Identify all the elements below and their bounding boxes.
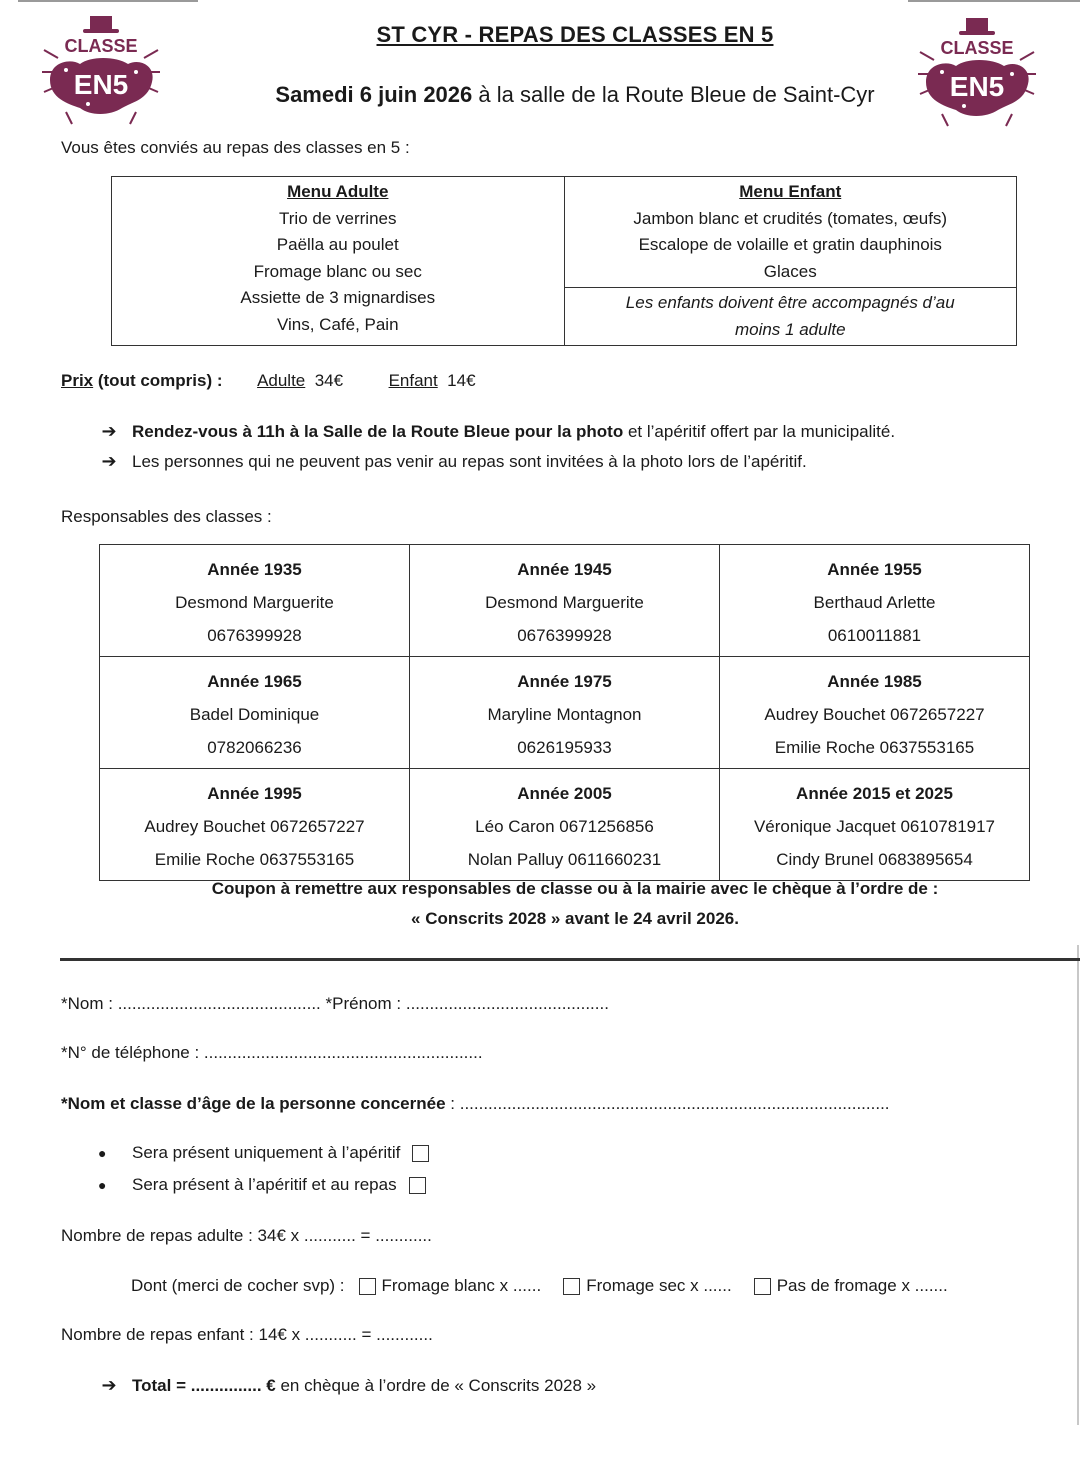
coupon-deadline: « Conscrits 2028 » avant le 24 avril 2026. <box>411 909 739 928</box>
child-menu-note <box>564 288 1017 346</box>
aperitif-only-checkbox[interactable] <box>412 1145 429 1162</box>
total-payee-text: en chèque à l’ordre de « Conscrits 2028 » <box>275 1375 597 1395</box>
contact-line: Léo Caron 0671256856 <box>475 817 654 836</box>
attendance-option <box>98 1143 429 1163</box>
svg-text:CLASSE: CLASSE <box>940 38 1014 58</box>
contact-line: Desmond Marguerite <box>485 593 644 612</box>
note-item <box>100 451 807 472</box>
child-menu-heading: Menu Enfant <box>739 182 842 201</box>
class-year: Année 1995 <box>207 784 302 803</box>
phone-label: *N° de téléphone : <box>61 1043 204 1062</box>
class-cell <box>410 769 720 881</box>
child-menu-item: Jambon blanc et crudités (tomates, œufs) <box>633 208 948 228</box>
price-label: Prix <box>61 371 94 390</box>
fromage-blanc-checkbox[interactable] <box>359 1278 376 1295</box>
bullet-icon: ● <box>98 1177 107 1193</box>
svg-text:CLASSE: CLASSE <box>64 36 138 56</box>
child-price: 14€ <box>447 371 476 390</box>
cut-line-divider <box>60 958 1080 961</box>
note-text: Les personnes qui ne peuvent pas venir au repas sont invitées à la photo lors de l’apéritif. <box>132 451 807 471</box>
adult-price: 34€ <box>314 371 344 390</box>
adult-menu-item: Fromage blanc ou sec <box>253 261 422 281</box>
fromage-sec-checkbox[interactable] <box>563 1278 580 1295</box>
contact-line: Berthaud Arlette <box>813 593 936 612</box>
contact-line: 0626195933 <box>517 738 612 757</box>
page-title: ST CYR - REPAS DES CLASSES EN 5 <box>376 22 774 47</box>
intro-text: Vous êtes conviés au repas des classes en 5 : <box>61 138 410 157</box>
adult-price-label: Adulte <box>257 371 306 390</box>
scan-edge-top-right <box>908 0 1080 2</box>
cheese-option <box>359 1276 542 1296</box>
class-cell <box>100 545 410 657</box>
cheese-options-label: Dont (merci de cocher svp) : <box>131 1276 345 1295</box>
price-label-rest: (tout compris) : <box>93 371 223 390</box>
adult-menu-heading: Menu Adulte <box>287 182 389 201</box>
note-text: et l’apéritif offert par la municipalité. <box>623 421 896 441</box>
concerned-person-label: *Nom et classe d’âge de la personne concernée <box>61 1094 446 1113</box>
class-cell <box>410 657 720 769</box>
class-cell <box>100 769 410 881</box>
arrow-right-icon: ➔ <box>101 421 117 441</box>
total-line <box>100 1375 596 1396</box>
contact-line: Nolan Palluy 0611660231 <box>467 850 662 869</box>
child-menu-item: Escalope de volaille et gratin dauphinois <box>638 235 942 254</box>
adult-menu-cell <box>112 177 565 346</box>
child-price-label: Enfant <box>388 371 438 390</box>
price-line <box>61 371 476 391</box>
child-note-line: moins 1 adulte <box>734 319 846 339</box>
contact-line: Cindy Brunel 0683895654 <box>776 850 973 869</box>
class-year: Année 1985 <box>827 672 922 691</box>
contact-line: Audrey Bouchet 0672657227 <box>144 817 365 836</box>
event-location: à la salle de la Route Bleue de Saint-Cyr <box>472 82 875 107</box>
phone-field-row <box>61 1043 483 1063</box>
note-item <box>100 421 895 442</box>
nom-label: *Nom : <box>61 994 118 1013</box>
class-cell <box>720 769 1030 881</box>
attendance-label: Sera présent à l’apéritif et au repas <box>132 1175 397 1194</box>
scan-edge-top-left <box>18 0 198 2</box>
responsables-label: Responsables des classes : <box>61 507 272 526</box>
child-note-line: Les enfants doivent être accompagnés d’au <box>625 293 955 312</box>
scan-edge-right <box>1077 945 1079 1425</box>
total-field[interactable]: Total = ............... € <box>132 1375 276 1395</box>
contact-line: Véronique Jacquet 0610781917 <box>753 817 996 836</box>
adult-menu-item: Vins, Café, Pain <box>276 314 399 334</box>
fromage-sec-label: Fromage sec x ...... <box>586 1276 732 1295</box>
contact-line: Emilie Roche 0637553165 <box>774 738 975 757</box>
separator: : <box>445 1094 460 1113</box>
class-year: Année 2005 <box>517 784 612 803</box>
class-cell <box>100 657 410 769</box>
adult-menu-item: Trio de verrines <box>279 208 397 228</box>
child-menu-cell <box>564 177 1017 288</box>
contact-line: Badel Dominique <box>189 705 320 724</box>
responsables-table <box>99 544 1030 881</box>
attendance-label: Sera présent uniquement à l’apéritif <box>132 1143 401 1162</box>
contact-line: 0676399928 <box>207 626 302 645</box>
child-menu-item: Glaces <box>763 261 817 281</box>
adult-menu-item: Paëlla au poulet <box>276 235 399 254</box>
bullet-icon: ● <box>98 1145 107 1161</box>
cheese-option <box>754 1276 948 1296</box>
phone-field[interactable]: ........................................................... <box>203 1043 483 1062</box>
contact-line: Maryline Montagnon <box>487 705 642 724</box>
class-year: Année 1965 <box>207 672 302 691</box>
contact-line: Audrey Bouchet 0672657227 <box>764 705 985 724</box>
pas-de-fromage-label: Pas de fromage x ....... <box>776 1276 948 1295</box>
table-row <box>100 769 1030 881</box>
contact-line: Desmond Marguerite <box>175 593 334 612</box>
arrow-right-icon: ➔ <box>101 1375 117 1395</box>
table-row <box>100 657 1030 769</box>
svg-text:EN5: EN5 <box>949 71 1005 102</box>
child-meals-field[interactable]: Nombre de repas enfant : 14€ x ........... = ............ <box>61 1325 433 1344</box>
class-cell <box>720 545 1030 657</box>
coupon-instructions: Coupon à remettre aux responsables de classe ou à la mairie avec le chèque à l’ordre de : <box>211 879 939 898</box>
event-date-location <box>0 82 1080 108</box>
pas-de-fromage-checkbox[interactable] <box>754 1278 771 1295</box>
adult-menu-item: Assiette de 3 mignardises <box>240 288 436 307</box>
contact-line: Emilie Roche 0637553165 <box>154 850 355 869</box>
cheese-options-row <box>131 1276 948 1296</box>
arrow-right-icon: ➔ <box>101 451 117 471</box>
class-year: Année 1945 <box>517 560 612 579</box>
contact-line: 0676399928 <box>517 626 612 645</box>
adult-meals-field[interactable]: Nombre de repas adulte : 34€ x ........... = ............ <box>61 1226 432 1245</box>
attendance-option <box>98 1175 426 1195</box>
class-year: Année 1975 <box>517 672 612 691</box>
aperitif-and-meal-checkbox[interactable] <box>409 1177 426 1194</box>
fromage-blanc-label: Fromage blanc x ...... <box>381 1276 542 1295</box>
class-year: Année 1955 <box>827 560 922 579</box>
table-row <box>100 545 1030 657</box>
name-fields <box>61 994 609 1014</box>
class-year: Année 1935 <box>207 560 302 579</box>
prenom-field[interactable]: ........................................... <box>405 994 609 1013</box>
cheese-option <box>563 1276 732 1296</box>
concerned-person-row <box>61 1094 890 1114</box>
event-date: Samedi 6 juin 2026 <box>275 82 473 107</box>
class-cell <box>720 657 1030 769</box>
class-cell <box>410 545 720 657</box>
svg-text:EN5: EN5 <box>73 69 129 100</box>
menu-table <box>111 176 1017 346</box>
concerned-person-field[interactable]: ........................................................................................... <box>459 1094 890 1113</box>
contact-line: 0610011881 <box>827 626 922 645</box>
note-bold-text: Rendez-vous à 11h à la Salle de la Route Bleue pour la photo <box>132 421 624 441</box>
class-year: Année 2015 et 2025 <box>796 784 953 803</box>
contact-line: 0782066236 <box>207 738 302 757</box>
prenom-label: *Prénom : <box>320 994 406 1013</box>
nom-field[interactable]: ........................................... <box>117 994 321 1013</box>
